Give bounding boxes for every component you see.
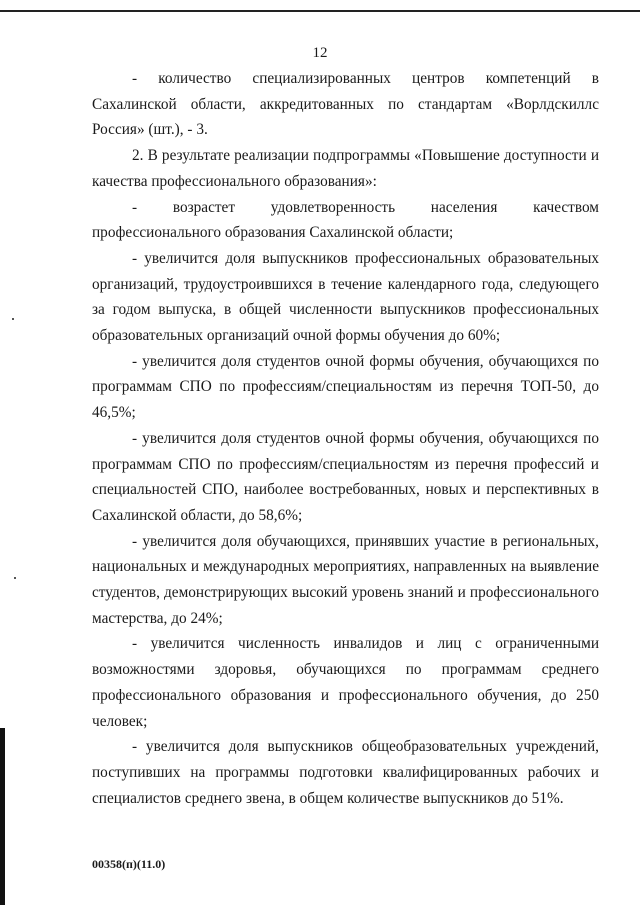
scan-edge-mark [0,728,5,905]
paragraph-competitions: - увеличится доля обучающихся, принявших участие в региональных, национальных и международных мероприятиях, направленных на выявление студентов, демонстрирующих высокий уровень знаний и профессионального мастерства, до 24%; [92,532,599,627]
document-code: 00358(п)(11.0) [92,857,166,871]
scan-speck [14,577,16,579]
paragraph-demanded-professions: - увеличится доля студентов очной формы обучения, обучающихся по программам СПО по профессиям/специальностям из перечня профессий и специальностей СПО, наиболее востребованных, новых и перспективных в Сахалинской области, до 58,6%; [92,429,599,524]
document-body [92,66,599,811]
paragraph-top50-students: - увеличится доля студентов очной формы обучения, обучающихся по программам СПО по профессиям/специальностям из перечня ТОП-50, до 46,5%; [92,352,599,422]
scan-speck [12,318,14,320]
page-number: 12 [312,45,328,61]
paragraph-graduates-employed: - увеличится доля выпускников профессиональных образовательных организаций, трудоустроившихся в течение календарного года, следующего за годом выпуска, в общей численности выпускников профессиональных образовательных организаций очной формы обучения до 60%; [92,249,599,345]
paragraph-competence-centers: - количество специализированных центров компетенций в Сахалинской области, аккредитованных по стандартам «Ворлдскиллс Россия» (шт.), - 3. [92,70,599,139]
paragraph-satisfaction: - возрастет удовлетворенность населения качеством профессионального образования Сахалинской области; [92,198,599,242]
top-border-line [0,10,640,12]
paragraph-school-graduates: - увеличится доля выпускников общеобразовательных учреждений, поступивших на программы подготовки квалифицированных рабочих и специалистов среднего звена, в общем количестве выпускников до 51%. [92,738,599,807]
paragraph-disabled-students: - увеличится численность инвалидов и лиц с ограниченными возможностями здоровья, обучающихся по программам среднего профессионального образования и профессионального обучения, до 250 человек; [92,635,599,730]
paragraph-subprogram-results: 2. В результате реализации подпрограммы «Повышение доступности и качества профессионального образования»: [92,147,599,190]
